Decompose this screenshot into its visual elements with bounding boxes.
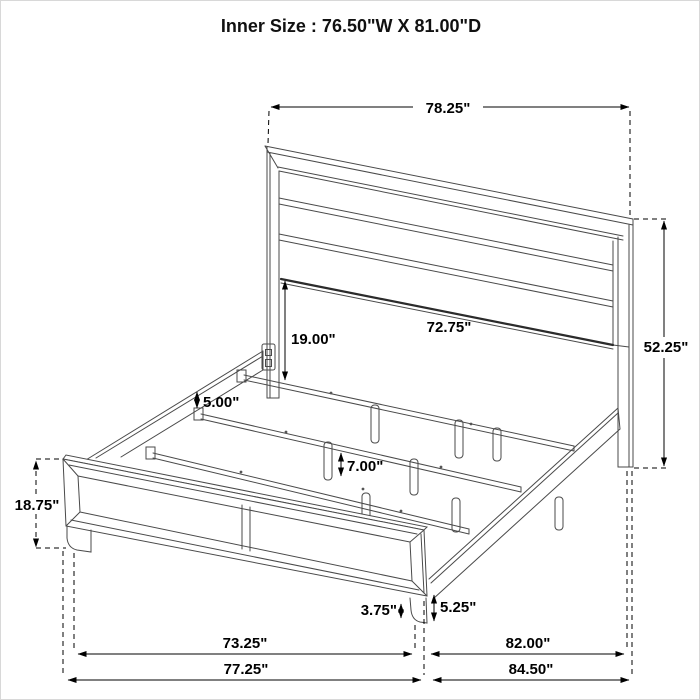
dim-overall-depth: 84.50": [508, 661, 554, 678]
bed-dimension-drawing: [1, 1, 700, 700]
extension-lines: [36, 111, 670, 675]
screw-dots: [240, 392, 473, 513]
dim-overall-width: 77.25": [223, 661, 269, 678]
dim-foot-bracket-height: 3.75": [360, 602, 397, 619]
page-title: Inner Size : 76.50"W X 81.00"D: [220, 16, 482, 36]
dim-headboard-panel-bottom-height: 19.00": [291, 331, 336, 348]
dim-center-support-leg-height: 7.00": [347, 458, 384, 475]
dimension-lines: [36, 107, 664, 680]
support-leg: [371, 405, 379, 443]
dim-footboard-width: 73.25": [222, 635, 268, 652]
rail-bracket-hardware: [262, 344, 275, 370]
support-leg: [493, 428, 501, 461]
dim-side-rail-length: 82.00": [505, 635, 551, 652]
dim-front-leg-height: 5.25": [440, 599, 477, 616]
support-leg: [555, 497, 563, 530]
dim-side-rail-height: 5.00": [203, 394, 240, 411]
bed-drawing: [63, 146, 633, 623]
dim-headboard-inner-width: 72.75": [426, 319, 472, 336]
support-leg: [410, 459, 418, 495]
dim-headboard-height: 52.25": [643, 339, 689, 356]
dim-footboard-height: 18.75": [14, 497, 60, 514]
dim-headboard-width: 78.25": [425, 100, 471, 117]
